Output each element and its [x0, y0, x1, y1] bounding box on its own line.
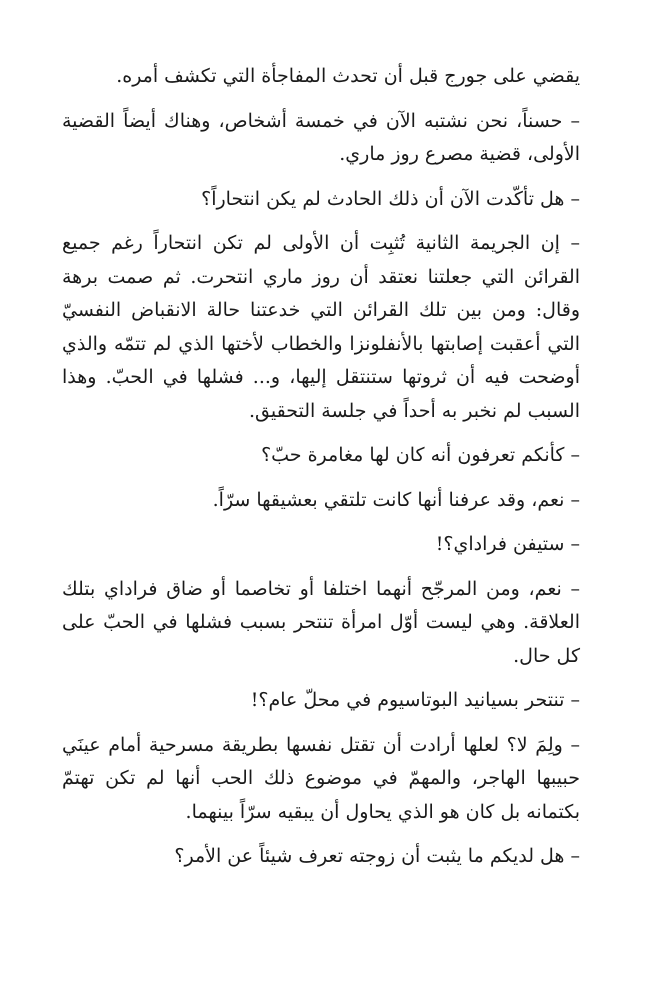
- paragraph-6: – نعم، وقد عرفنا أنها كانت تلتقي بعشيقها سرّاً.: [212, 488, 580, 511]
- paragraph-1: يقضي على جورج قبل أن تحدث المفاجأة التي تكشف أمره.: [116, 65, 580, 87]
- paragraph-2: – حسناً، نحن نشتبه الآن في خمسة أشخاص، وهناك أيضاً القضية الأولى، قضية مصرع روز ماري.: [62, 109, 580, 165]
- paragraph-9: – تنتحر بسيانيد البوتاسيوم في محلّ عام؟!: [250, 689, 580, 711]
- paragraph-8: – نعم، ومن المرجّح أنهما اختلفا أو تخاصما أو ضاق فراداي بتلك العلاقة. وهي ليست أوّل امرأة تنتحر بسبب فشلها في الحبّ على كل حال.: [62, 577, 580, 667]
- paragraph-11: – هل لديكم ما يثبت أن زوجته تعرف شيئاً عن الأمر؟: [174, 845, 580, 867]
- paragraph-7: – ستيفن فراداي؟!: [435, 533, 580, 555]
- paragraph-5: – كأنكم تعرفون أنه كان لها مغامرة حبّ؟: [261, 444, 580, 466]
- paragraph-3: – هل تأكّدت الآن أن ذلك الحادث لم يكن انتحاراً؟: [201, 187, 580, 210]
- paragraph-4: – إن الجريمة الثانية تُثبِت أن الأولى لم تكن انتحاراً رغم جميع القرائن التي جعلتنا نعتقد أن روز ماري انتحرت. ثم صمت برهة وقال: ومن بين تلك القرائن التي خدعتنا حالة الانقباض النفسيّ التي أعقبت إصابتها بالأنفلونزا والخطاب لأختها الذي لم تتمّه والذي أوضحت فيه أن ثروتها ستنتقل إليها، و... فشلها في الحبّ. وهذا السبب لم نخبر به أحداً في جلسة التحقيق.: [62, 232, 580, 422]
- paragraph-10: – ولِمَ لا؟ لعلها أرادت أن تقتل نفسها بطريقة مسرحية أمام عينَي حبيبها الهاجر، والمهمّ في موضوع ذلك الحب أنها لم تكن تهتمّ بكتمانه بل كان هو الذي يحاول أن يبقيه سرّاً بينهما.: [62, 733, 580, 823]
